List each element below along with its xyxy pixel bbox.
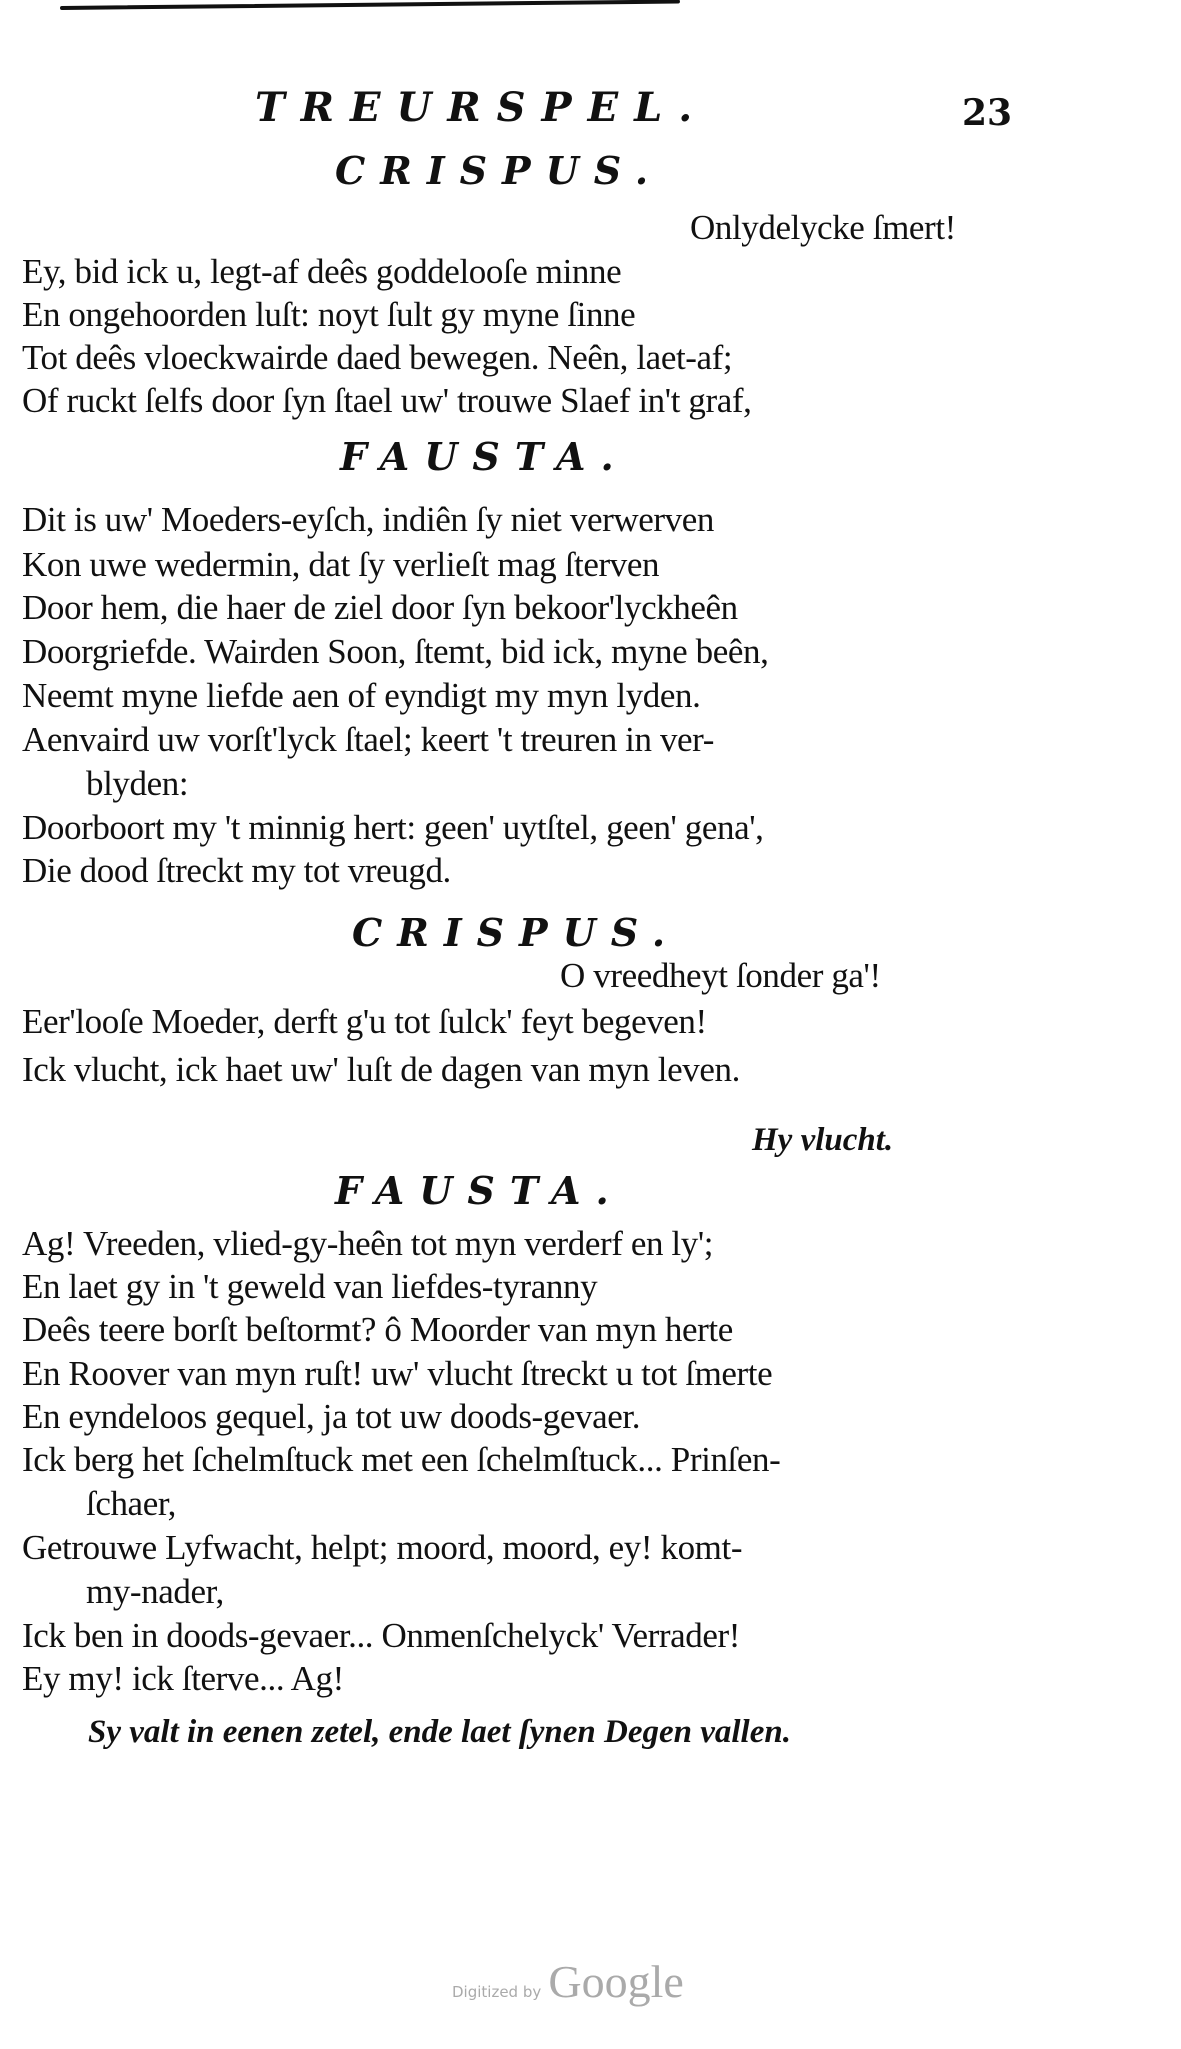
- verse-line: Onlydelycke ſmert!: [690, 208, 956, 247]
- verse-line: Doorgriefde. Wairden Soon, ſtemt, bid ick, myne beên,: [22, 632, 769, 671]
- verse-line: En ongehoorden luſt: noyt ſult gy myne ſinne: [22, 295, 636, 334]
- verse-line: En laet gy in 't geweld van liefdes-tyranny: [22, 1267, 598, 1306]
- verse-line: ſchaer,: [86, 1484, 177, 1523]
- verse-line: Doorboort my 't minnig hert: geen' uytſtel, geen' gena',: [22, 808, 764, 847]
- stage-direction: Hy vlucht.: [752, 1122, 894, 1158]
- speaker-name: FAUSTA.: [335, 1168, 624, 1213]
- page-number: 23: [962, 92, 1013, 134]
- verse-line: Door hem, die haer de ziel door ſyn bekoor'lyckheên: [22, 588, 738, 627]
- speaker-name: CRISPUS.: [352, 910, 681, 955]
- verse-line: O vreedheyt ſonder ga'!: [560, 956, 881, 995]
- running-title: TREURSPEL.: [255, 84, 709, 131]
- verse-line: Die dood ſtreckt my tot vreugd.: [22, 851, 451, 890]
- verse-line: Ick berg het ſchelmſtuck met een ſchelmſtuck... Prinſen-: [22, 1440, 781, 1479]
- verse-line: En Roover van myn ruſt! uw' vlucht ſtreckt u tot ſmerte: [22, 1354, 773, 1393]
- verse-line: Neemt myne liefde aen of eyndigt my myn lyden.: [22, 676, 701, 715]
- verse-line: En eyndeloos gequel, ja tot uw doods-gevaer.: [22, 1397, 641, 1436]
- google-logo: Google: [548, 1956, 684, 2007]
- verse-line: Of ruckt ſelfs door ſyn ſtael uw' trouwe Slaef in't graf,: [22, 381, 752, 420]
- verse-line: Kon uwe wedermin, dat ſy verlieſt mag ſterven: [22, 545, 660, 584]
- digitized-label: Digitized by: [452, 1983, 542, 2001]
- verse-line: Ey my! ick ſterve... Ag!: [22, 1659, 344, 1698]
- speaker-name: FAUSTA.: [340, 434, 629, 479]
- verse-line: Getrouwe Lyfwacht, helpt; moord, moord, ey! komt-: [22, 1528, 743, 1567]
- verse-line: Ey, bid ick u, legt-af deês goddelooſe minne: [22, 252, 622, 291]
- verse-line: Aenvaird uw vorſt'lyck ſtael; keert 't treuren in ver-: [22, 720, 714, 759]
- verse-line: Dit is uw' Moeders-eyſch, indiên ſy niet verwerven: [22, 500, 714, 539]
- stage-direction: Sy valt in eenen zetel, ende laet ſynen Degen vallen.: [88, 1714, 791, 1750]
- verse-line: Ick ben in doods-gevaer... Onmenſchelyck' Verrader!: [22, 1616, 741, 1655]
- verse-line: my-nader,: [86, 1572, 224, 1611]
- verse-line: Eer'looſe Moeder, derft g'u tot ſulck' feyt begeven!: [22, 1002, 707, 1041]
- digitized-watermark: [452, 1955, 684, 2008]
- verse-line: blyden:: [86, 764, 189, 803]
- verse-line: Ick vlucht, ick haet uw' luſt de dagen van myn leven.: [22, 1050, 740, 1089]
- top-rule: [60, 0, 680, 10]
- verse-line: Deês teere borſt beſtormt? ô Moorder van myn herte: [22, 1310, 733, 1349]
- verse-line: Tot deês vloeckwairde daed bewegen. Neên, laet-af;: [22, 338, 733, 377]
- speaker-name: CRISPUS.: [335, 148, 664, 193]
- verse-line: Ag! Vreeden, vlied-gy-heên tot myn verderf en ly';: [22, 1224, 714, 1263]
